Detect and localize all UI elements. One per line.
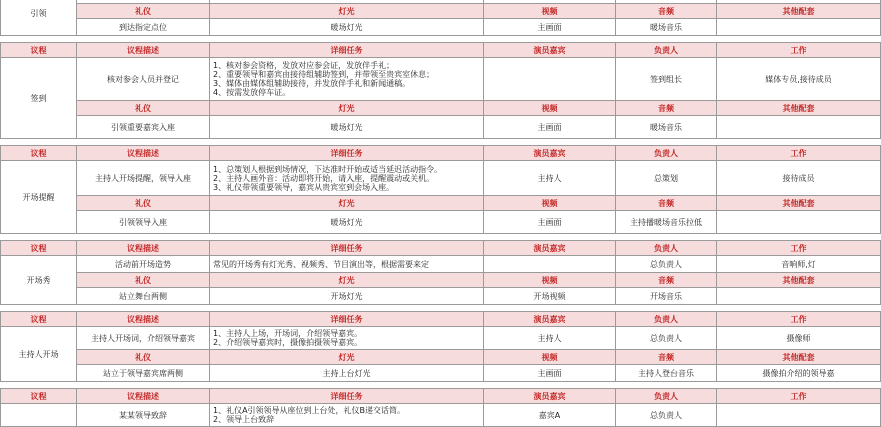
task-cell: 1、总策划人根据到场情况，下达准时开始或适当延迟活动指令。 2、主持人画外音：活动即将开始，请入座，提醒震动或关机。 3、礼仪带领重要领导，嘉宾从贵宾室到会场入座。 xyxy=(210,161,484,196)
sub-header-row: 礼仪 灯光 视频 音频 其他配套 xyxy=(1,4,881,19)
table-row: 开场提醒 主持人开场提醒，领导入座 1、总策划人根据到场情况，下达准时开始或适当延迟活动指令。 2、主持人画外音：活动即将开始，请入座，提醒震动或关机。 3、礼仪带领重要领导，嘉宾从贵宾室到会场入座。 主持人 总策划 接待成员 xyxy=(1,161,881,196)
sub-header-row: 礼仪 灯光 视频 音频 其他配套 xyxy=(1,273,881,288)
table-row: 站立于领导嘉宾席两侧 主持上台灯光 主画面 主持人登台音乐 摄像拍介绍的领导嘉 xyxy=(1,365,881,382)
stage-cell: 主持人开场 xyxy=(1,327,77,382)
header-row: 议程 议程描述 详细任务 演员嘉宾 负责人 工作 xyxy=(1,146,881,161)
task-cell: 1、礼仪A引领领导从座位到上台处，礼仪B递交话筒。 2、领导上台致辞 xyxy=(210,404,484,427)
header-row: 议程 议程描述 详细任务 演员嘉宾 负责人 工作 xyxy=(1,43,881,58)
table-row: 站立舞台两侧 开场灯光 开场视频 开场音乐 xyxy=(1,288,881,305)
sub-header-row: 礼仪 灯光 视频 音频 其他配套 xyxy=(1,101,881,116)
sub-header-row: 礼仪 灯光 视频 音频 其他配套 xyxy=(1,350,881,365)
task-cell: 常见的开场秀有灯光秀、视频秀、节目演出等，根据需要来定 xyxy=(210,256,484,273)
stage-cell: 引领 xyxy=(1,0,77,36)
table-row: 引领领导入座 暖场灯光 主画面 主持播暖场音乐拉低 xyxy=(1,211,881,234)
task-cell: 1、核对参会资格，发放对应参会证，发放伴手礼； 2、重要领导和嘉宾由接待组辅助签到，并带领至贵宾室休息； 3、媒体由媒体组辅助接待，并发放伴手礼和新闻通稿。 4、按需发放停车证。 xyxy=(210,58,484,101)
header-row: 议程 议程描述 详细任务 演员嘉宾 负责人 工作 xyxy=(1,241,881,256)
table-row: 签到 核对参会人员并登记 1、核对参会资格，发放对应参会证，发放伴手礼； 2、重要领导和嘉宾由接待组辅助签到，并带领至贵宾室休息； 3、媒体由媒体组辅助接待，并发放伴手礼和新闻通稿。 4、按需发放停车证。 签到组长 媒体专员,接待成员 xyxy=(1,58,881,101)
table-row: 引领重要嘉宾入座 暖场灯光 主画面 暖场音乐 xyxy=(1,116,881,139)
table-row: 开场秀 活动前开场造势 常见的开场秀有灯光秀、视频秀、节目演出等，根据需要来定 总负责人 音响师,灯 xyxy=(1,256,881,273)
table-row: 到达指定点位 暖场灯光 主画面 暖场音乐 xyxy=(1,19,881,36)
table-row: 主持人开场 主持人开场词，介绍领导嘉宾 1、主持人上场，开场词，介绍领导嘉宾。 2、介绍领导嘉宾时，摄像拍摄领导嘉宾。 主持人 总负责人 摄像师 xyxy=(1,327,881,350)
sub-header-row: 礼仪 灯光 视频 音频 其他配套 xyxy=(1,196,881,211)
header-row: 议程 议程描述 详细任务 演员嘉宾 负责人 工作 xyxy=(1,389,881,404)
table-row: 某某领导致辞 1、礼仪A引领领导从座位到上台处，礼仪B递交话筒。 2、领导上台致辞 嘉宾A 总负责人 xyxy=(1,404,881,427)
task-cell: 1、主持人上场，开场词，介绍领导嘉宾。 2、介绍领导嘉宾时，摄像拍摄领导嘉宾。 xyxy=(210,327,484,350)
stage-cell: 开场秀 xyxy=(1,256,77,305)
header-row: 议程 议程描述 详细任务 演员嘉宾 负责人 工作 xyxy=(1,312,881,327)
stage-cell: 开场提醒 xyxy=(1,161,77,234)
stage-cell xyxy=(1,404,77,427)
stage-cell: 签到 xyxy=(1,58,77,139)
